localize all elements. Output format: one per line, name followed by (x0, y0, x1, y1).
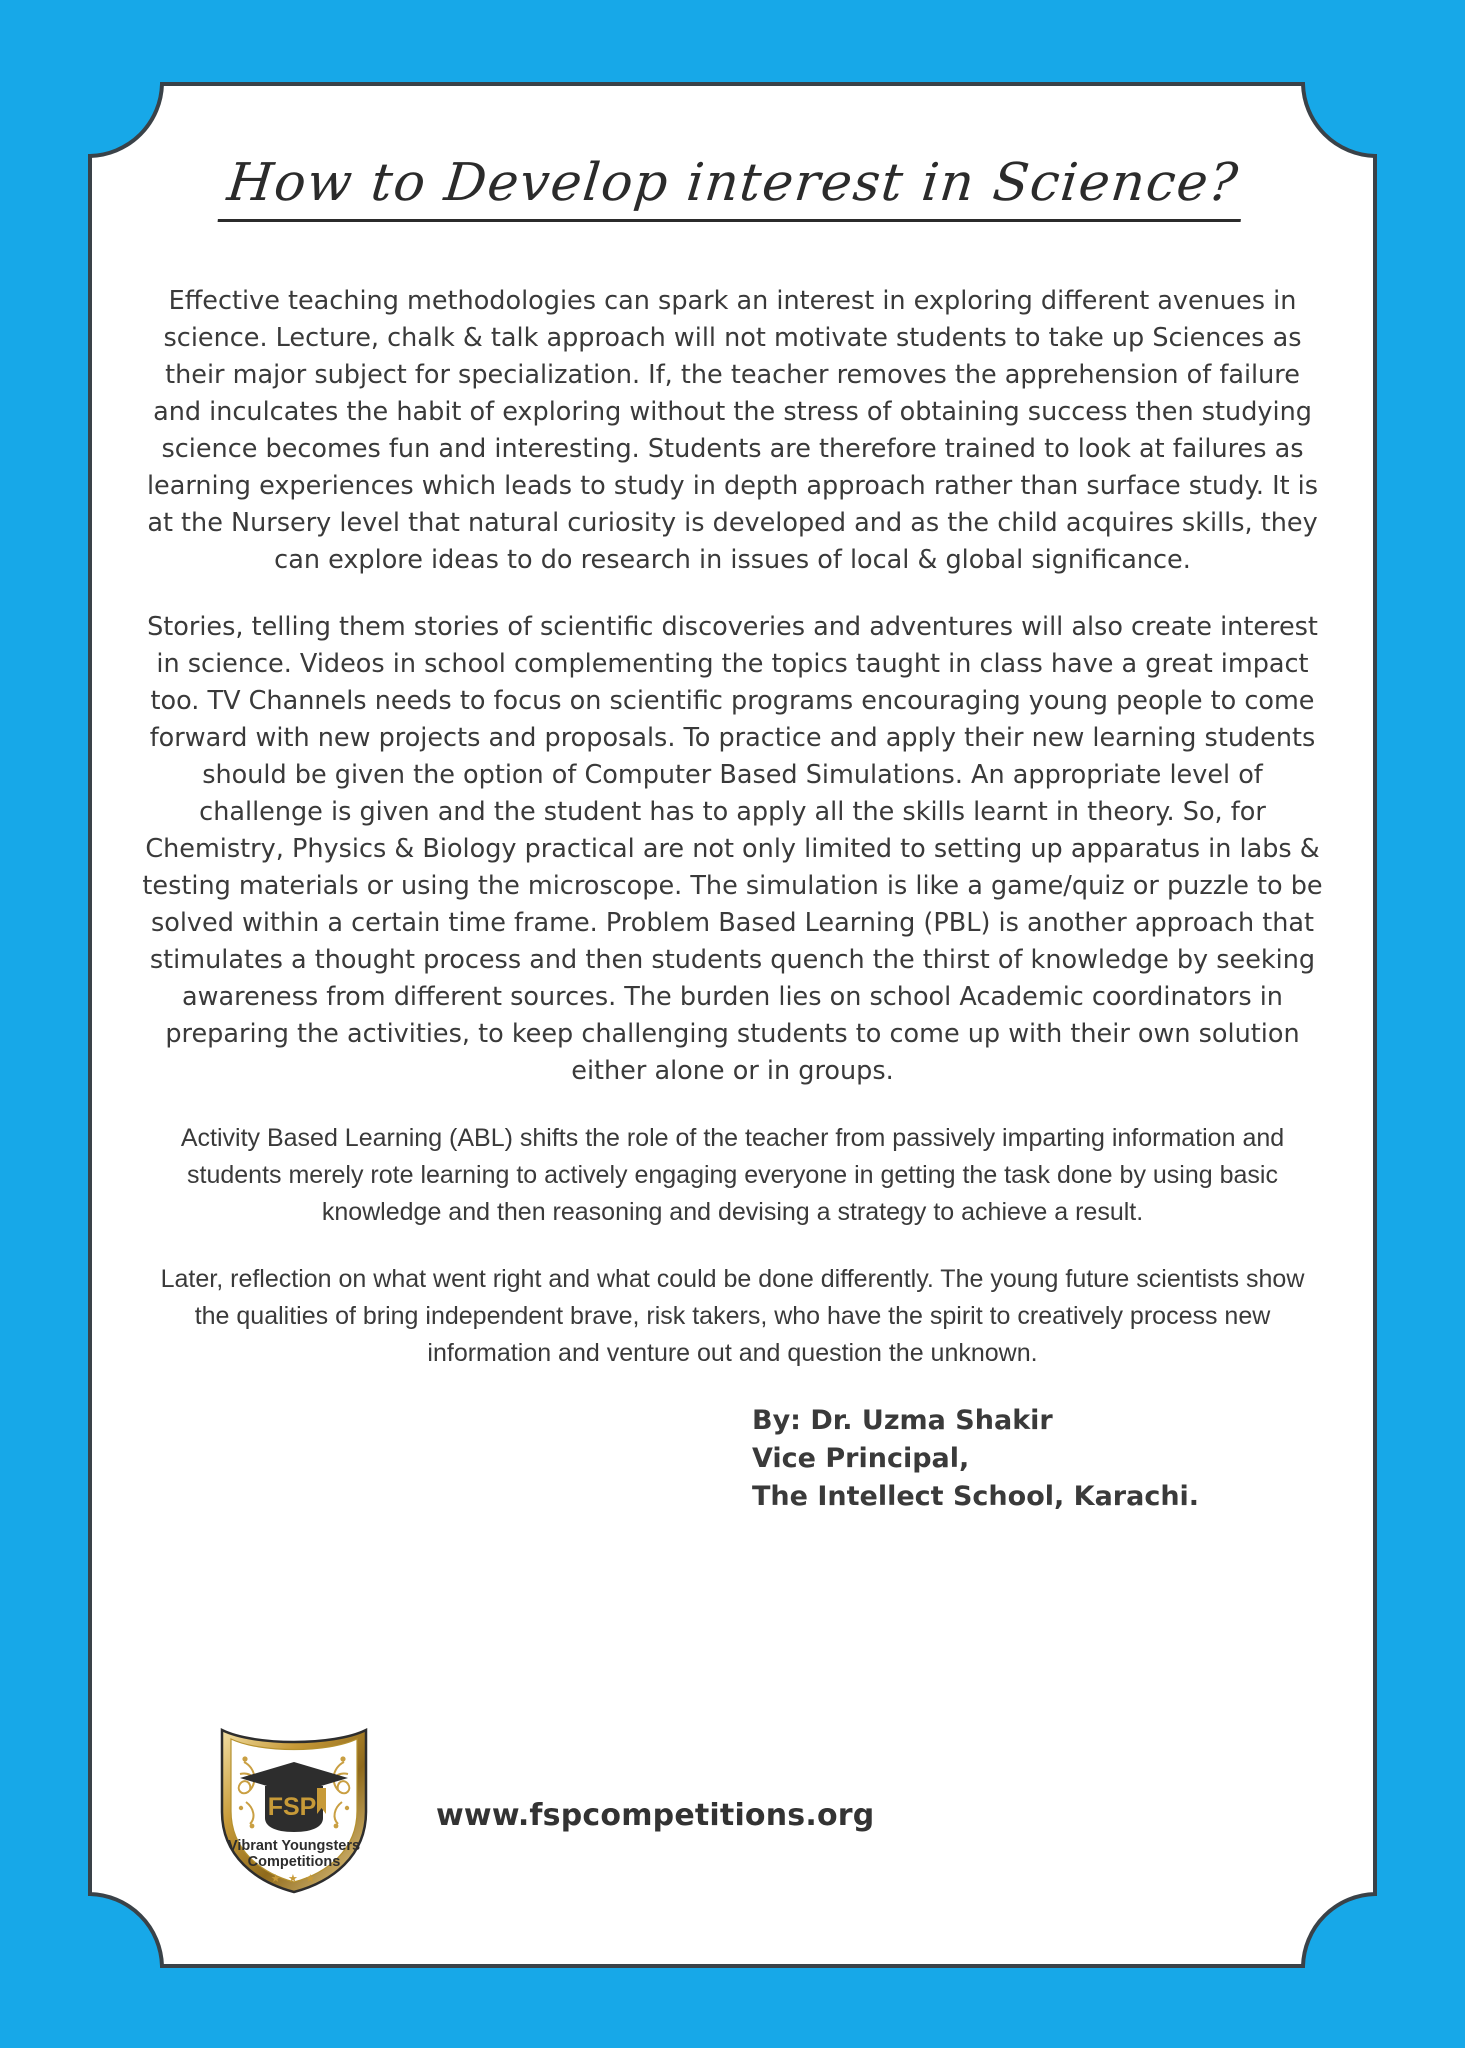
paragraph-1: Effective teaching methodologies can spark an interest in exploring different avenues in science. Lecture, chalk & talk approach will not motivate students to take up Sciences as their major subject for specialization. If, the teacher removes the apprehension of failure and inculcates the habit of exploring without the stress of obtaining success then studying science becomes fun and interesting. Students are therefore trained to look at failures as learning experiences which leads to study in depth approach rather than surface study. It is at the Nursery level that natural curiosity is developed and as the child acquires skills, they can explore ideas to do research in issues of local & global significance. (146, 285, 1319, 575)
article-body (136, 283, 1329, 1372)
signature-lines (752, 1402, 1199, 1516)
paragraph-2: Stories, telling them stories of scientific discoveries and adventures will also create interest in science. Videos in school complementing the topics taught in class have a great impact too. TV Channels needs to focus on scientific programs encouraging young people to come forward with new projects and proposals. To practice and apply their new learning students should be given the option of Computer Based Simulations. An appropriate level of challenge is given and the student has to apply all the skills learnt in theory. So, for Chemistry, Physics & Biology practical are not only limited to setting up apparatus in labs & testing materials or using the microscope. The simulation is like a game/quiz or puzzle to be solved within a certain time frame. Problem Based Learning (PBL) is another approach that stimulates a thought process and then students quench the thirst of knowledge by seeking awareness from different sources. The burden lies on school Academic coordinators in preparing the activities, to keep challenging students to come up with their own solution either alone or in groups. (142, 611, 1323, 1086)
card-content (88, 82, 1377, 1968)
signature-role: Vice Principal, (752, 1442, 970, 1474)
title-row (136, 122, 1329, 257)
signature-organization: The Intellect School, Karachi. (752, 1480, 1200, 1512)
website-url[interactable]: www.fspcompetitions.org (436, 1798, 875, 1833)
footer (136, 1716, 1329, 1906)
fsp-logo (214, 1716, 374, 1894)
paragraph-3: Activity Based Learning (ABL) shifts the role of the teacher from passively imparting information and students merely rote learning to actively engaging everyone in getting the task done by using basic knowledge and then reasoning and devising a strategy to achieve a result. (180, 1123, 1285, 1226)
logo-stars-icon: ★ ★ ★ (270, 1872, 318, 1885)
logo-line-1: Vibrant Youngsters (227, 1838, 361, 1854)
content-card (88, 82, 1377, 1968)
paragraph-4: Later, reflection on what went right and what could be done differently. The young future scientists show the qualities of bring independent brave, risk takers, who have the spirit to creatively process new information and venture out and question the unknown. (160, 1264, 1305, 1367)
signature-block (136, 1402, 1329, 1516)
signature-author: By: Dr. Uzma Shakir (752, 1404, 1053, 1436)
page-title: How to Develop interest in Science? (218, 157, 1248, 222)
logo-line-2: Competitions (247, 1854, 341, 1870)
logo-acronym: FSP (267, 1793, 317, 1821)
